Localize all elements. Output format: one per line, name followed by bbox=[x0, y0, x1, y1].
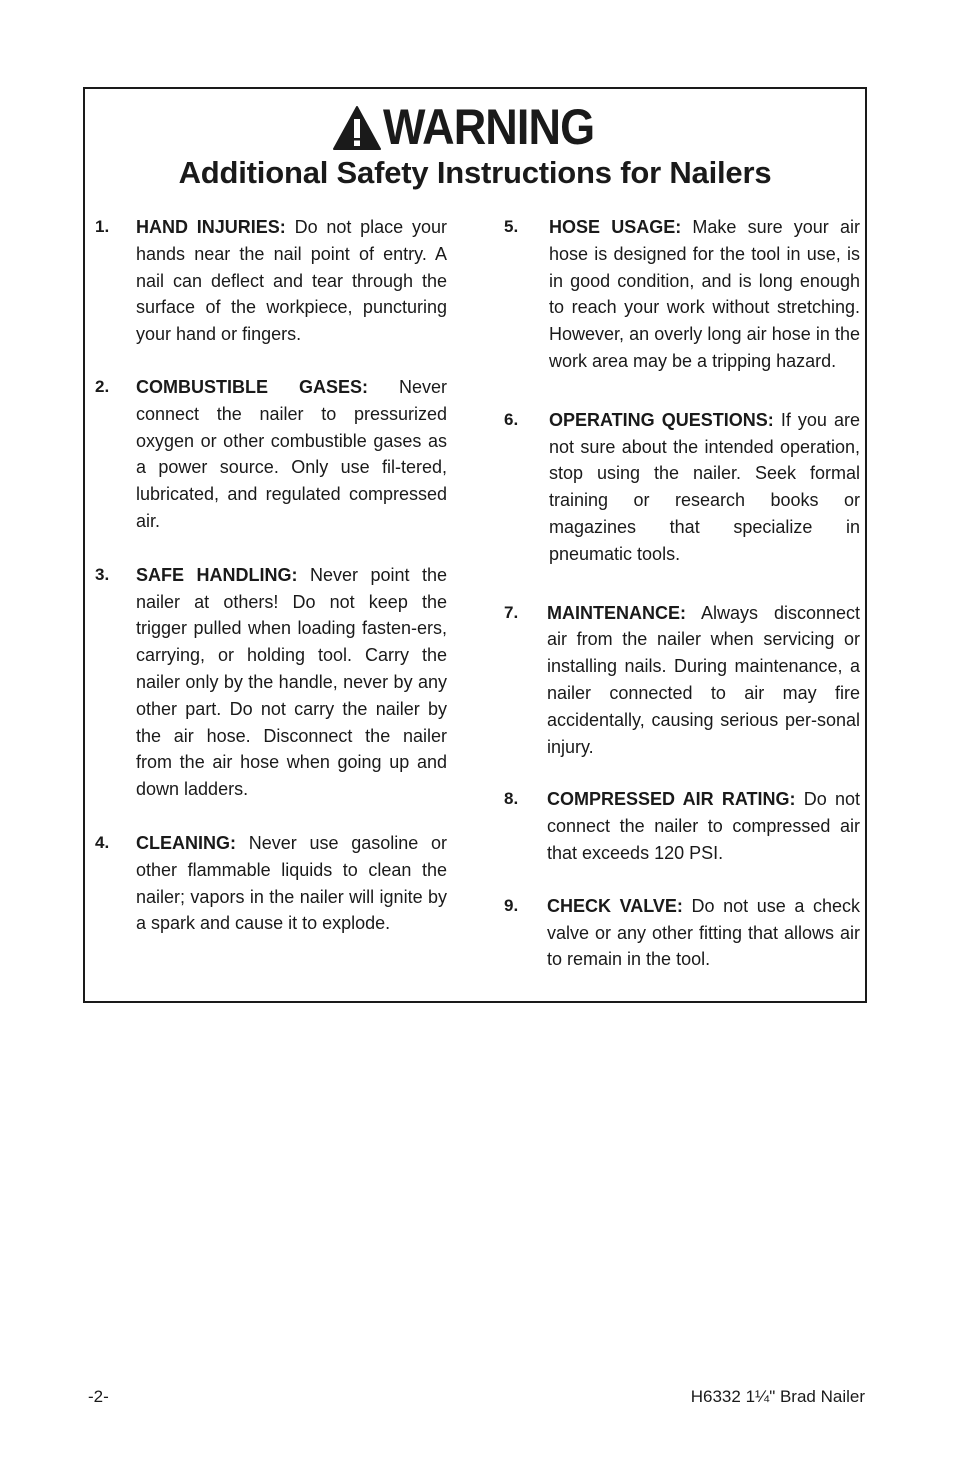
left-column bbox=[95, 214, 447, 937]
safety-item-combustible-gases bbox=[95, 374, 447, 535]
safety-item-check-valve bbox=[504, 893, 860, 973]
item-heading: MAINTENANCE: bbox=[547, 602, 686, 623]
item-number: 5. bbox=[504, 217, 519, 236]
page-subtitle: Additional Safety Instructions for Nailers bbox=[178, 155, 772, 190]
item-text: Make sure your air hose is designed for the tool in use, is in good condition, and is long enough to reach your work without stretching. However, an overly long air hose in the work area may be a tripping hazard. bbox=[549, 217, 860, 371]
warning-box bbox=[83, 87, 867, 1003]
item-heading: CHECK VALVE: bbox=[547, 895, 683, 916]
warning-triangle-icon bbox=[332, 105, 382, 151]
item-heading: CLEANING: bbox=[136, 832, 236, 853]
safety-item-hand-injuries bbox=[95, 214, 447, 348]
item-text: Always disconnect air from the nailer when servicing or installing nails. During maintenance, a nailer connected to air may fire accidentally, causing serious per-sonal injury. bbox=[547, 602, 860, 757]
item-heading: HOSE USAGE: bbox=[549, 217, 682, 237]
item-number: 9. bbox=[504, 895, 519, 915]
item-number: 4. bbox=[95, 832, 110, 852]
item-heading: SAFE HANDLING: bbox=[136, 564, 298, 585]
item-heading: COMPRESSED AIR RATING: bbox=[547, 789, 796, 810]
item-text: Do not place your hands near the nail point of entry. A nail can deflect and tear through the surface of the workpiece, puncturing your hand or fingers. bbox=[136, 217, 447, 345]
item-text: Never point the nailer at others! Do not keep the trigger pulled when loading fasten-ers, carrying, or holding tool. Carry the nailer only by the handle, never by any other part. Do not carry the nailer by the air hose. Disconnect the nailer from the air hose when going up and down ladders. bbox=[136, 564, 447, 800]
safety-item-safe-handling bbox=[95, 562, 447, 803]
warning-header bbox=[85, 99, 865, 155]
item-number: 3. bbox=[95, 564, 110, 584]
footer-model: H6332 1¼" Brad Nailer bbox=[690, 1387, 865, 1406]
safety-item-hose-usage bbox=[504, 214, 860, 375]
safety-item-operating-questions bbox=[504, 407, 860, 568]
item-number: 1. bbox=[95, 217, 110, 236]
item-text: Never use gasoline or other flammable liquids to clean the nailer; vapors in the nailer will ignite by a spark and cause it to explode. bbox=[136, 832, 447, 934]
safety-item-compressed-air-rating bbox=[504, 786, 860, 866]
item-number: 8. bbox=[504, 789, 519, 809]
item-heading: OPERATING QUESTIONS: bbox=[549, 409, 774, 430]
item-text: Never connect the nailer to pressurized oxygen or other combustible gases as a power source. Only use fil-tered, lubricated, and regulated compressed air. bbox=[136, 376, 447, 531]
item-number: 6. bbox=[504, 409, 519, 429]
item-text: Do not connect the nailer to compressed air that exceeds 120 PSI. bbox=[547, 789, 860, 863]
safety-item-cleaning bbox=[95, 830, 447, 937]
right-column bbox=[504, 214, 860, 973]
item-text: Do not use a check valve or any other fitting that allows air to remain in the tool. bbox=[547, 895, 860, 970]
page-number: -2- bbox=[88, 1387, 109, 1406]
warning-title: WARNING bbox=[383, 99, 595, 155]
item-text: If you are not sure about the intended operation, stop using the nailer. Seek formal training or research books or magazines that specialize in pneumatic tools. bbox=[549, 409, 860, 564]
item-heading: COMBUSTIBLE GASES: bbox=[136, 376, 368, 397]
safety-item-maintenance bbox=[504, 600, 860, 761]
item-number: 7. bbox=[504, 602, 519, 622]
item-number: 2. bbox=[95, 376, 110, 396]
item-heading: HAND INJURIES: bbox=[136, 217, 286, 237]
